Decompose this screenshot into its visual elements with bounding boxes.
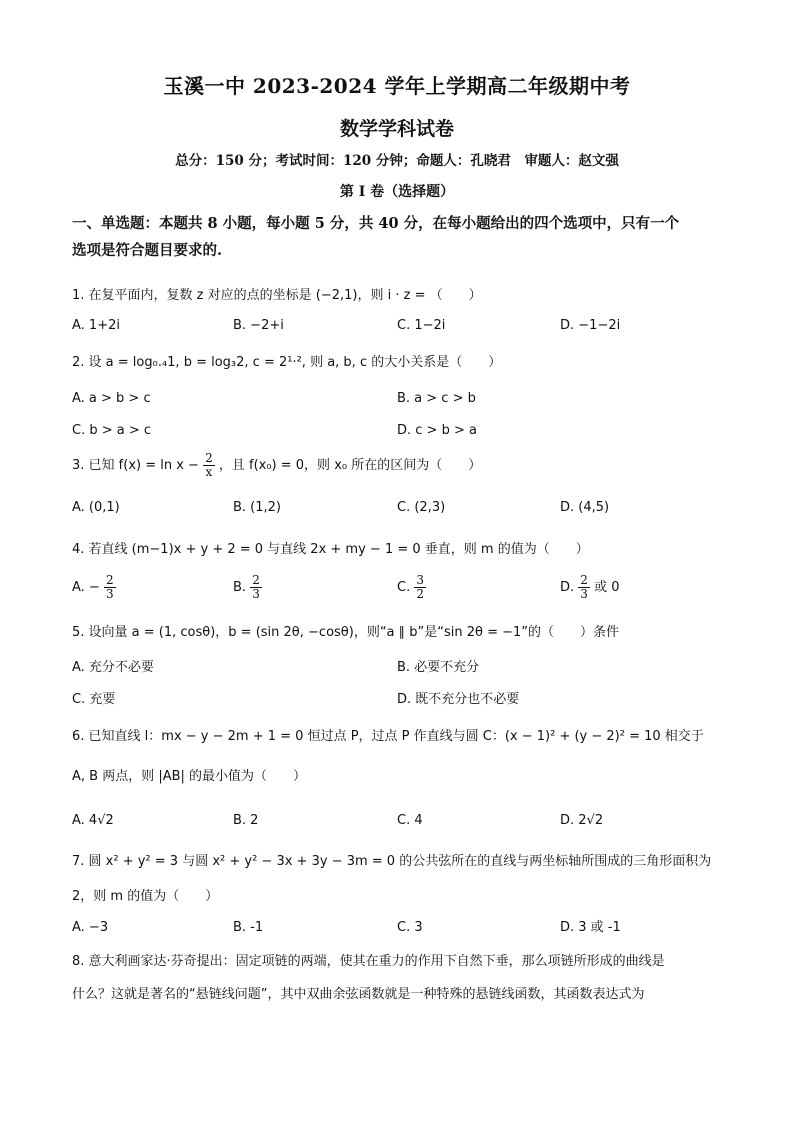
- q4-option-a: [72, 574, 116, 601]
- q1-option-b: B. −2+i: [233, 318, 284, 333]
- q4-d-prefix: D.: [560, 580, 575, 595]
- q4-a-fraction: [104, 574, 116, 601]
- section-instructions: [72, 210, 732, 264]
- q4-option-c: [397, 574, 426, 601]
- q2-option-d: D. c > b > a: [397, 423, 477, 438]
- q1-option-d: D. −1−2i: [560, 318, 621, 333]
- q5-option-c: C. 充要: [72, 692, 116, 707]
- q5-option-a: A. 充分不必要: [72, 660, 154, 675]
- question-3-stem: [72, 452, 732, 479]
- q4-b-num: 2: [252, 573, 260, 587]
- question-8-stem-line-1: 8. 意大利画家达·芬奇提出：固定项链的两端，使其在重力的作用下自然下垂，那么项链所形成的曲线是: [72, 954, 665, 969]
- q3-option-c: C. (2,3): [397, 500, 446, 515]
- q6-option-d: D. 2√2: [560, 813, 604, 828]
- question-8-stem-line-2: 什么？这就是著名的“悬链线问题”，其中双曲余弦函数就是一种特殊的悬链线函数，其函数表达式为: [72, 987, 645, 1002]
- question-5-stem: 5. 设向量 a = (1, cosθ)，b = (sin 2θ, −cosθ)，则“a ∥ b”是“sin 2θ = −1”的（ ）条件: [72, 625, 620, 640]
- q5-option-d: D. 既不充分也不必要: [397, 692, 520, 707]
- section-line-2: 选项是符合题目要求的.: [72, 242, 223, 259]
- q4-c-den: 2: [416, 587, 424, 601]
- q4-option-b: [233, 574, 262, 601]
- q7-option-b: B. -1: [233, 920, 264, 935]
- question-6-stem-line-1: 6. 已知直线 l：mx − y − 2m + 1 = 0 恒过点 P，过点 P 作直线与圆 C：(x − 1)² + (y − 2)² = 10 相交于: [72, 729, 704, 744]
- question-4-stem: 4. 若直线 (m−1)x + y + 2 = 0 与直线 2x + my − 1 = 0 垂直，则 m 的值为（ ）: [72, 542, 589, 557]
- q3-frac-den: x: [205, 465, 213, 479]
- q3-option-a: A. (0,1): [72, 500, 120, 515]
- q4-d-num: 2: [580, 573, 588, 587]
- part-heading: 第 I 卷（选择题）: [339, 184, 455, 200]
- q4-d-fraction: [578, 574, 590, 601]
- question-1-stem: 1. 在复平面内，复数 z 对应的点的坐标是 (−2,1)，则 i · z = （ ）: [72, 288, 482, 303]
- q7-option-d: D. 3 或 -1: [560, 920, 621, 935]
- q4-b-fraction: [250, 574, 262, 601]
- q6-option-b: B. 2: [233, 813, 259, 828]
- q1-option-c: C. 1−2i: [397, 318, 446, 333]
- q4-a-den: 3: [105, 587, 114, 601]
- q5-option-b: B. 必要不充分: [397, 660, 480, 675]
- q4-c-num: 3: [416, 573, 424, 587]
- question-7-stem-line-1: 7. 圆 x² + y² = 3 与圆 x² + y² − 3x + 3y − 3m = 0 的公共弦所在的直线与两坐标轴所围成的三角形面积为: [72, 854, 712, 869]
- question-2-stem: 2. 设 a = log₀.₄1, b = log₃2, c = 2¹·², 则 a, b, c 的大小关系是（ ）: [72, 355, 502, 370]
- section-line-1: 一、单选题：本题共 8 小题，每小题 5 分，共 40 分，在每小题给出的四个选项中，只有一个: [72, 215, 680, 232]
- q6-option-a: A. 4√2: [72, 813, 114, 828]
- question-7-stem-line-2: 2，则 m 的值为（ ）: [72, 889, 219, 904]
- q3-option-b: B. (1,2): [233, 500, 282, 515]
- q2-option-c: C. b > a > c: [72, 423, 152, 438]
- q7-option-c: C. 3: [397, 920, 423, 935]
- q4-b-den: 3: [252, 587, 260, 601]
- q4-option-d: [560, 574, 619, 601]
- q4-d-den: 3: [580, 587, 588, 601]
- exam-title: 玉溪一中 2023-2024 学年上学期高二年级期中考: [163, 74, 631, 98]
- q4-a-num: 2: [105, 573, 114, 587]
- q3-frac-num: 2: [205, 451, 213, 465]
- q4-c-prefix: C.: [397, 580, 411, 595]
- q3-stem-before: 3. 已知 f(x) = ln x −: [72, 458, 199, 473]
- q1-option-a: A. 1+2i: [72, 318, 120, 333]
- exam-meta: 总分：150 分；考试时间：120 分钟；命题人：孔晓君 审题人：赵文强: [175, 153, 619, 169]
- q2-option-b: B. a > c > b: [397, 391, 476, 406]
- q4-a-prefix: A. −: [72, 580, 100, 595]
- q4-b-prefix: B.: [233, 580, 247, 595]
- q7-option-a: A. −3: [72, 920, 109, 935]
- q2-option-a: A. a > b > c: [72, 391, 151, 406]
- question-6-stem-line-2: A, B 两点，则 |AB| 的最小值为（ ）: [72, 769, 307, 784]
- q3-option-d: D. (4,5): [560, 500, 610, 515]
- q4-c-fraction: [414, 574, 426, 601]
- q3-fraction: [203, 452, 215, 479]
- q4-d-suffix: 或 0: [594, 580, 620, 595]
- q3-stem-after: ，且 f(x₀) = 0，则 x₀ 所在的区间为（ ）: [218, 458, 482, 473]
- q6-option-c: C. 4: [397, 813, 423, 828]
- exam-subtitle: 数学学科试卷: [339, 118, 454, 140]
